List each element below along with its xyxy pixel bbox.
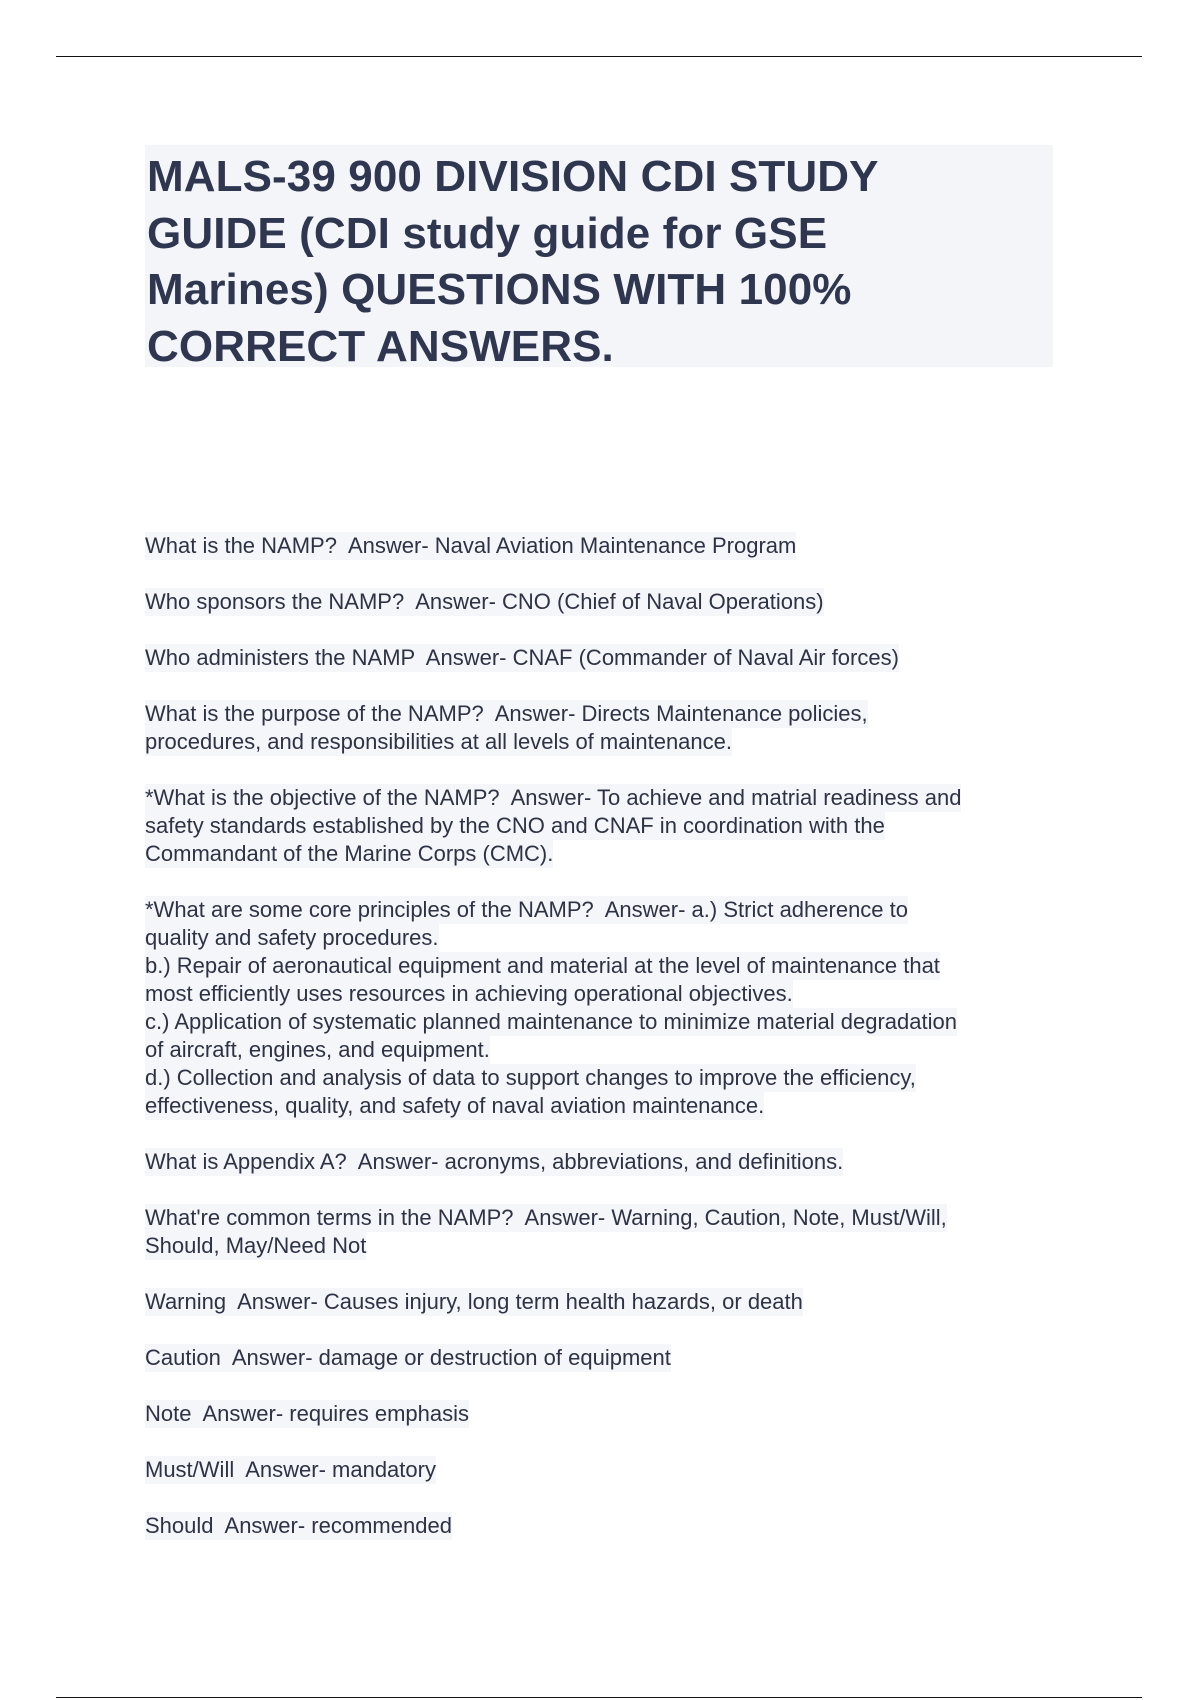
qa-line-wrap	[145, 896, 1065, 924]
qa-entry	[145, 1288, 1065, 1316]
qa-line-wrap	[145, 1148, 1065, 1176]
qa-entry	[145, 1344, 1065, 1372]
qa-list	[145, 532, 1065, 1568]
top-divider	[56, 56, 1142, 57]
qa-line: of aircraft, engines, and equipment.	[145, 1037, 490, 1062]
qa-line: Warning Answer- Causes injury, long term health hazards, or death	[145, 1289, 803, 1314]
qa-line-wrap	[145, 644, 1065, 672]
bottom-divider	[56, 1697, 1142, 1698]
qa-entry	[145, 1148, 1065, 1176]
qa-line-wrap	[145, 1036, 1065, 1064]
qa-line: *What is the objective of the NAMP? Answer- To achieve and matrial readiness and	[145, 785, 962, 810]
qa-line: most efficiently uses resources in achieving operational objectives.	[145, 981, 793, 1006]
qa-entry	[145, 700, 1065, 756]
qa-line: b.) Repair of aeronautical equipment and material at the level of maintenance that	[145, 953, 940, 978]
qa-entry	[145, 532, 1065, 560]
qa-line: quality and safety procedures.	[145, 925, 439, 950]
qa-line-wrap	[145, 588, 1065, 616]
qa-line-wrap	[145, 952, 1065, 980]
qa-entry	[145, 1400, 1065, 1428]
qa-entry	[145, 784, 1065, 868]
qa-line: Who administers the NAMP Answer- CNAF (Commander of Naval Air forces)	[145, 645, 899, 670]
qa-entry	[145, 1512, 1065, 1540]
qa-line: d.) Collection and analysis of data to support changes to improve the efficiency,	[145, 1065, 916, 1090]
qa-line: What is Appendix A? Answer- acronyms, abbreviations, and definitions.	[145, 1149, 844, 1174]
title-block	[145, 145, 1053, 371]
qa-line-wrap	[145, 700, 1065, 728]
qa-line-wrap	[145, 980, 1065, 1008]
qa-line-wrap	[145, 1344, 1065, 1372]
qa-line-wrap	[145, 924, 1065, 952]
qa-line-wrap	[145, 1512, 1065, 1540]
qa-line-wrap	[145, 1064, 1065, 1092]
qa-entry	[145, 1456, 1065, 1484]
document-title	[145, 145, 1053, 375]
qa-line-wrap	[145, 1092, 1065, 1120]
qa-line: Caution Answer- damage or destruction of equipment	[145, 1345, 671, 1370]
title-line: MALS-39 900 DIVISION CDI STUDY	[147, 152, 879, 201]
qa-line-wrap	[145, 1204, 1065, 1232]
qa-line-wrap	[145, 784, 1065, 812]
qa-line: Who sponsors the NAMP? Answer- CNO (Chief of Naval Operations)	[145, 589, 824, 614]
qa-line: What is the NAMP? Answer- Naval Aviation Maintenance Program	[145, 533, 797, 558]
qa-entry	[145, 588, 1065, 616]
qa-line: effectiveness, quality, and safety of naval aviation maintenance.	[145, 1093, 765, 1118]
qa-line: *What are some core principles of the NAMP? Answer- a.) Strict adherence to	[145, 897, 908, 922]
title-line: Marines) QUESTIONS WITH 100%	[147, 265, 852, 314]
qa-line-wrap	[145, 1400, 1065, 1428]
qa-line: safety standards established by the CNO and CNAF in coordination with the	[145, 813, 885, 838]
qa-line-wrap	[145, 812, 1065, 840]
qa-line: Should, May/Need Not	[145, 1233, 367, 1258]
qa-line: Should Answer- recommended	[145, 1513, 452, 1538]
qa-line: What is the purpose of the NAMP? Answer- Directs Maintenance policies,	[145, 701, 868, 726]
qa-line: Note Answer- requires emphasis	[145, 1401, 470, 1426]
qa-line-wrap	[145, 1008, 1065, 1036]
qa-line-wrap	[145, 1456, 1065, 1484]
qa-line: procedures, and responsibilities at all levels of maintenance.	[145, 729, 732, 754]
qa-entry	[145, 644, 1065, 672]
qa-entry	[145, 1204, 1065, 1260]
qa-line-wrap	[145, 1232, 1065, 1260]
title-line: GUIDE (CDI study guide for GSE	[147, 208, 828, 258]
qa-line: Must/Will Answer- mandatory	[145, 1457, 436, 1482]
qa-entry	[145, 896, 1065, 1120]
qa-line: Commandant of the Marine Corps (CMC).	[145, 841, 554, 866]
title-line: CORRECT ANSWERS.	[147, 321, 614, 371]
qa-line-wrap	[145, 1288, 1065, 1316]
qa-line-wrap	[145, 840, 1065, 868]
qa-line: c.) Application of systematic planned maintenance to minimize material degradation	[145, 1009, 957, 1034]
qa-line-wrap	[145, 532, 1065, 560]
qa-line: What're common terms in the NAMP? Answer- Warning, Caution, Note, Must/Will,	[145, 1205, 947, 1230]
qa-line-wrap	[145, 728, 1065, 756]
